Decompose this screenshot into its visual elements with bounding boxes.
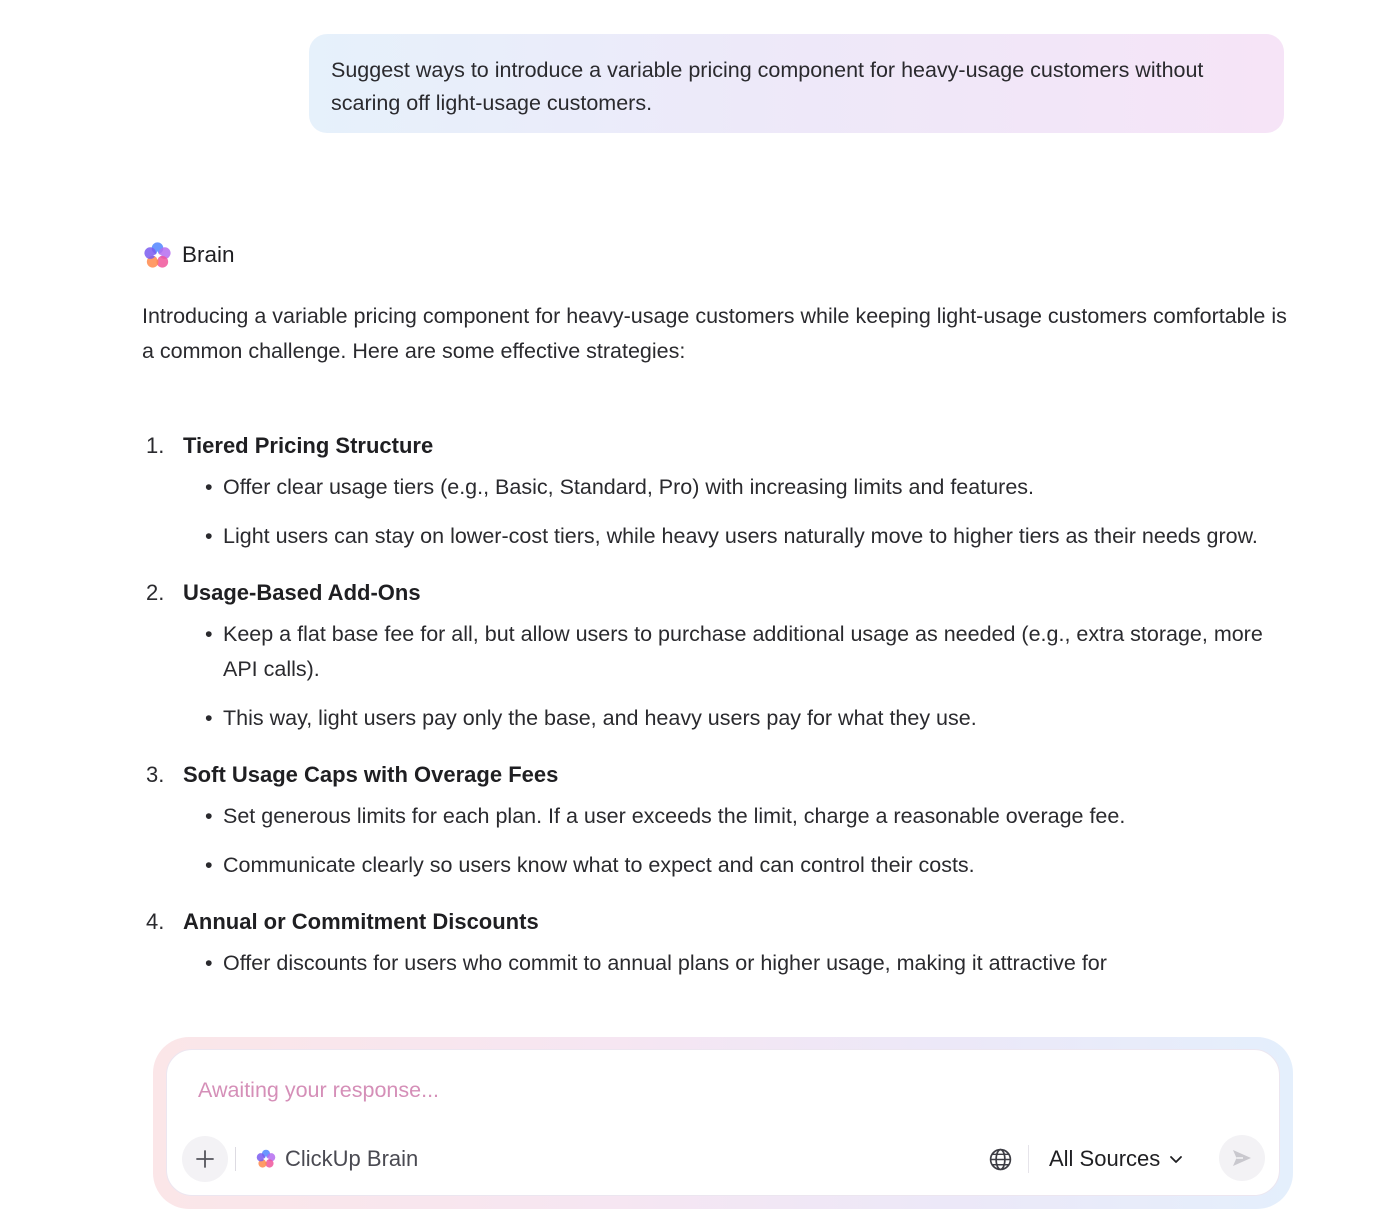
bullet-item bbox=[142, 470, 1292, 505]
bullet-dot: • bbox=[205, 706, 213, 730]
brain-logo-icon bbox=[142, 240, 173, 271]
bullet-text: This way, light users pay only the base, and heavy users pay for what they use. bbox=[223, 706, 977, 730]
list-item-number: 4. bbox=[146, 909, 165, 934]
list-item bbox=[142, 903, 1292, 981]
model-label: ClickUp Brain bbox=[285, 1146, 419, 1171]
bullet-dot: • bbox=[205, 804, 213, 828]
bullet-list bbox=[142, 617, 1292, 736]
assistant-header bbox=[142, 238, 235, 272]
list-item-title: Annual or Commitment Discounts bbox=[183, 909, 539, 934]
list-item-title: Usage-Based Add-Ons bbox=[183, 580, 421, 605]
bullet-item bbox=[142, 519, 1292, 554]
list-item-title: Soft Usage Caps with Overage Fees bbox=[183, 762, 559, 787]
list-item-number: 1. bbox=[146, 433, 165, 458]
strategy-list bbox=[142, 427, 1292, 981]
clickup-brain-logo-icon bbox=[255, 1148, 277, 1170]
toolbar-divider bbox=[235, 1147, 236, 1171]
plus-icon bbox=[195, 1149, 215, 1169]
list-item bbox=[142, 427, 1292, 554]
bullet-list bbox=[142, 946, 1292, 981]
bullet-list bbox=[142, 470, 1292, 554]
bullet-dot: • bbox=[205, 475, 213, 499]
bullet-text: Offer clear usage tiers (e.g., Basic, Standard, Pro) with increasing limits and features. bbox=[223, 475, 1034, 499]
chevron-down-icon bbox=[1168, 1151, 1184, 1167]
send-icon bbox=[1230, 1146, 1254, 1170]
list-item-number: 2. bbox=[146, 580, 165, 605]
list-item bbox=[142, 574, 1292, 736]
user-message-text: Suggest ways to introduce a variable pricing component for heavy-usage customers without scaring off light-usage customers. bbox=[331, 58, 1204, 115]
toolbar-divider bbox=[1028, 1145, 1029, 1173]
list-item-number: 3. bbox=[146, 762, 165, 787]
bullet-item bbox=[142, 617, 1292, 687]
list-item-head bbox=[142, 756, 1292, 793]
response-intro: Introducing a variable pricing component for heavy-usage customers while keeping light-usage customers comfortable is a common challenge. Here are some effective strategies: bbox=[142, 304, 1287, 363]
sources-dropdown[interactable] bbox=[1049, 1140, 1184, 1178]
bullet-text: Communicate clearly so users know what to expect and can control their costs. bbox=[223, 853, 975, 877]
bullet-list bbox=[142, 799, 1292, 883]
bullet-item bbox=[142, 946, 1292, 981]
list-item-head bbox=[142, 903, 1292, 940]
bullet-text: Set generous limits for each plan. If a user exceeds the limit, charge a reasonable overage fee. bbox=[223, 804, 1126, 828]
assistant-name: Brain bbox=[182, 242, 235, 267]
bullet-text: Offer discounts for users who commit to annual plans or higher usage, making it attractive for bbox=[223, 951, 1107, 975]
list-item bbox=[142, 756, 1292, 883]
send-button[interactable] bbox=[1219, 1135, 1265, 1181]
bullet-text: Keep a flat base fee for all, but allow users to purchase additional usage as needed (e.g., extra storage, more API calls). bbox=[223, 622, 1263, 681]
list-item-head bbox=[142, 427, 1292, 464]
list-item-head bbox=[142, 574, 1292, 611]
message-input[interactable] bbox=[198, 1072, 1238, 1108]
bullet-item bbox=[142, 848, 1292, 883]
model-selector[interactable] bbox=[255, 1142, 418, 1176]
add-attachment-button[interactable] bbox=[182, 1136, 228, 1182]
bullet-dot: • bbox=[205, 853, 213, 877]
user-message-bubble bbox=[309, 34, 1284, 133]
bullet-dot: • bbox=[205, 524, 213, 548]
bullet-item bbox=[142, 799, 1292, 834]
assistant-response bbox=[142, 299, 1292, 1009]
bullet-text: Light users can stay on lower-cost tiers, while heavy users naturally move to higher tiers as their needs grow. bbox=[223, 524, 1258, 548]
globe-icon bbox=[988, 1147, 1013, 1172]
bullet-dot: • bbox=[205, 951, 213, 975]
web-search-button[interactable] bbox=[985, 1144, 1015, 1174]
sources-label: All Sources bbox=[1049, 1146, 1161, 1171]
list-item-title: Tiered Pricing Structure bbox=[183, 433, 434, 458]
bullet-dot: • bbox=[205, 622, 213, 646]
composer bbox=[166, 1049, 1280, 1196]
bullet-item bbox=[142, 701, 1292, 736]
